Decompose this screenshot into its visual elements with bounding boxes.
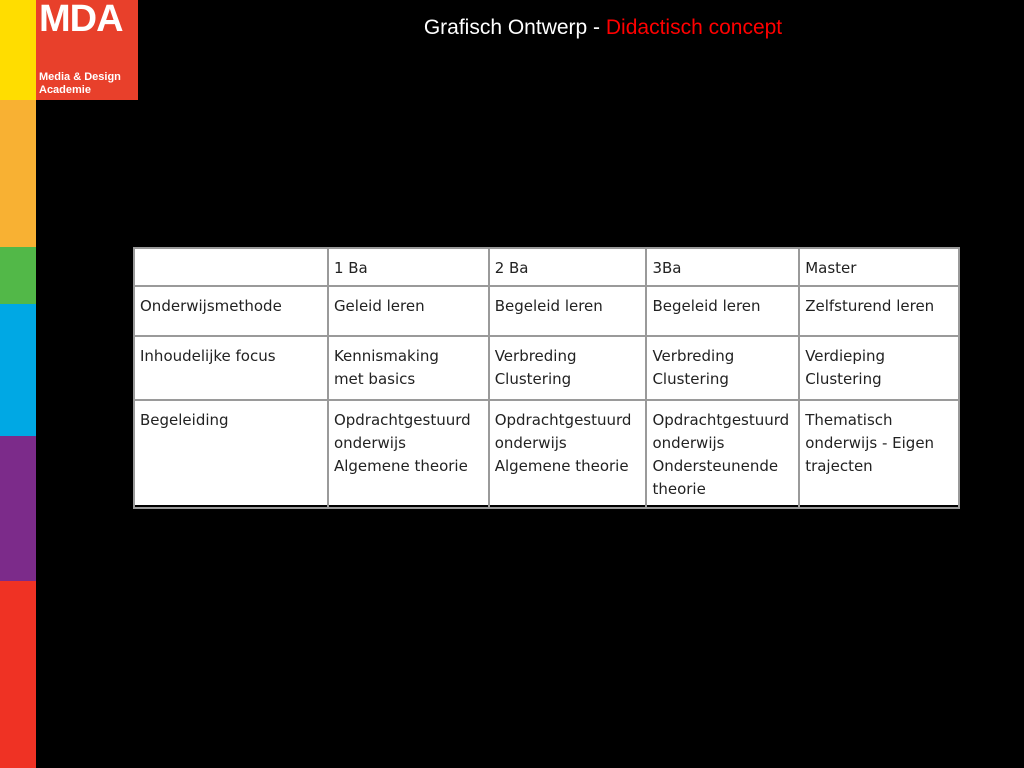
stripe-orange bbox=[0, 100, 36, 247]
table-cell: Thematisch onderwijs - Eigen trajecten bbox=[799, 400, 959, 508]
table-cell: Begeleid leren bbox=[489, 286, 647, 336]
color-strip bbox=[0, 0, 36, 768]
row-label: Onderwijsmethode bbox=[134, 286, 328, 336]
table-cell: Begeleid leren bbox=[646, 286, 799, 336]
table-row bbox=[134, 286, 959, 336]
mda-logo bbox=[36, 0, 138, 100]
table-cell: Opdrachtgestuurd onderwijs Algemene theorie bbox=[328, 400, 489, 508]
table-cell: Zelfsturend leren bbox=[799, 286, 959, 336]
table-header-cell: 1 Ba bbox=[328, 248, 489, 286]
table-header-cell bbox=[134, 248, 328, 286]
table-row bbox=[134, 336, 959, 400]
table-cell: Verbreding Clustering bbox=[646, 336, 799, 400]
stripe-blue bbox=[0, 304, 36, 436]
table-cell: Opdrachtgestuurd onderwijs Ondersteunende theorie bbox=[646, 400, 799, 508]
table-cell: Opdrachtgestuurd onderwijs Algemene theorie bbox=[489, 400, 647, 508]
curriculum-table bbox=[133, 247, 960, 509]
logo-mark: MDA bbox=[39, 0, 123, 40]
row-label: Inhoudelijke focus bbox=[134, 336, 328, 400]
table-row bbox=[134, 400, 959, 508]
row-label: Begeleiding bbox=[134, 400, 328, 508]
table-cell: Geleid leren bbox=[328, 286, 489, 336]
curriculum-table-container bbox=[133, 247, 960, 505]
title-main: Grafisch Ontwerp - bbox=[423, 16, 606, 39]
stripe-red bbox=[0, 581, 36, 768]
table-cell: Verdieping Clustering bbox=[799, 336, 959, 400]
table-cell: Kennismaking met basics bbox=[328, 336, 489, 400]
table-cell: Verbreding Clustering bbox=[489, 336, 647, 400]
stripe-purple bbox=[0, 436, 36, 581]
logo-subtitle: Media & Design Academie bbox=[39, 71, 121, 96]
table-header-cell: Master bbox=[799, 248, 959, 286]
table-header-cell: 2 Ba bbox=[489, 248, 647, 286]
stripe-yellow bbox=[0, 0, 36, 100]
title-accent: Didactisch concept bbox=[605, 16, 783, 39]
stripe-green bbox=[0, 247, 36, 304]
slide-title bbox=[0, 16, 1024, 40]
table-header-cell: 3Ba bbox=[646, 248, 799, 286]
table-header-row bbox=[134, 248, 959, 286]
